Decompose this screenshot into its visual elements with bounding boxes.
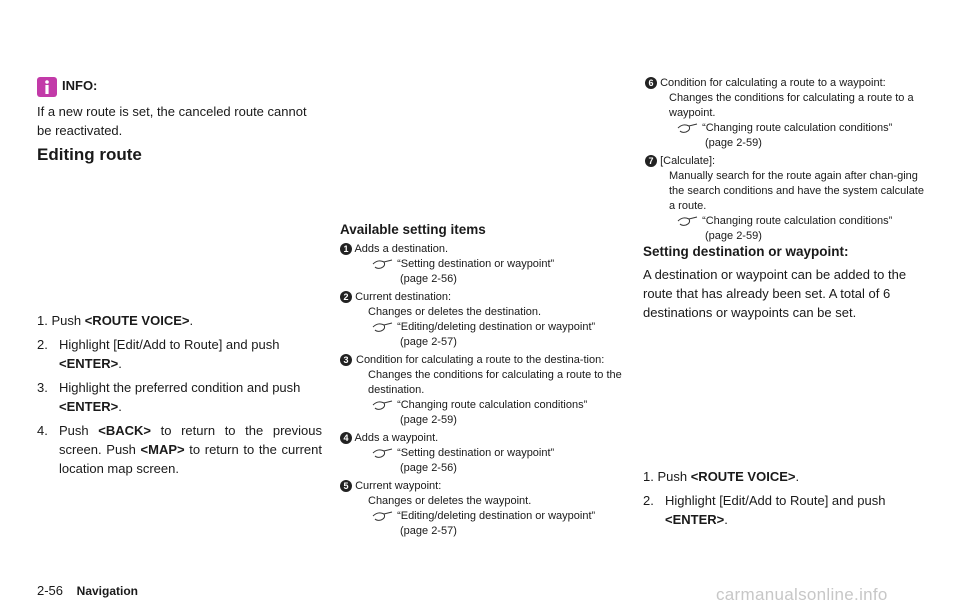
reference-pointer-icon xyxy=(677,215,699,227)
section-name: Navigation xyxy=(76,584,138,598)
reference-pointer-icon xyxy=(372,321,394,333)
reference-pointer-icon xyxy=(372,258,394,270)
setting-item-7: 7 [Calculate]: Manually search for the route again after chan-ging the search conditions and have the system calculate a route. “Changing route calculation conditions” (page 2-59) xyxy=(645,154,925,244)
setting-text: A destination or waypoint can be added to the route that has already been set. A total of 6 destinations or waypoints can be set. xyxy=(643,267,907,320)
info-label: INFO: xyxy=(62,78,98,93)
section-title-setting-destination: Setting destination or waypoint: xyxy=(643,244,849,259)
section-title-editing-route: Editing route xyxy=(37,145,142,164)
setting-item-4: 4 Adds a waypoint. “Setting destination or waypoint” (page 2-56) xyxy=(340,431,625,476)
step-item: 3. Highlight the preferred condition and push <ENTER>. xyxy=(37,380,301,414)
step-item: 2. Highlight [Edit/Add to Route] and push <ENTER>. xyxy=(643,493,886,527)
reference-pointer-icon xyxy=(372,510,394,522)
step-item: 2. Highlight [Edit/Add to Route] and push <ENTER>. xyxy=(37,337,280,371)
number-badge: 2 xyxy=(340,291,352,303)
number-badge: 1 xyxy=(340,243,352,255)
number-badge: 7 xyxy=(645,155,657,167)
number-badge: 4 xyxy=(340,432,352,444)
setting-item-5: 5 Current waypoint: Changes or deletes the waypoint. “Editing/deleting destination or waypoint” (page 2-57) xyxy=(340,479,625,539)
available-items xyxy=(340,242,625,539)
setting-item-1: 1 Adds a destination. “Setting destination or waypoint” (page 2-56) xyxy=(340,242,625,287)
step-item: 4. Push <BACK> to return to the previous screen. Push <MAP> to return to the current location map screen. xyxy=(37,423,322,476)
watermark: carmanualsonline.info xyxy=(716,585,888,604)
page-footer xyxy=(37,583,138,598)
section-title-available: Available setting items xyxy=(340,222,486,237)
page-number: 2-56 xyxy=(37,583,64,598)
available-items-continued xyxy=(645,76,925,244)
number-badge: 3 xyxy=(340,354,352,366)
setting-item-3: 3 Condition for calculating a route to the destina-tion: Changes the conditions for calculating a route to the destination. “Changing route calculation conditions” (page 2-59) xyxy=(340,353,625,428)
step-item: 1. Push <ROUTE VOICE>. xyxy=(643,469,800,484)
step-item: 1. Push <ROUTE VOICE>. xyxy=(37,313,194,328)
right-steps xyxy=(643,467,923,529)
setting-item-2: 2 Current destination: Changes or deletes the destination. “Editing/deleting destination or waypoint” (page 2-57) xyxy=(340,290,625,350)
reference-pointer-icon xyxy=(372,447,394,459)
reference-pointer-icon xyxy=(372,399,394,411)
reference-pointer-icon xyxy=(677,122,699,134)
info-text: If a new route is set, the canceled route cannot be reactivated. xyxy=(37,104,307,138)
info-icon xyxy=(37,77,57,97)
number-badge: 6 xyxy=(645,77,657,89)
setting-item-6: 6 Condition for calculating a route to a waypoint: Changes the conditions for calculating a route to a waypoint. “Changing route calculation conditions” (page 2-59) xyxy=(645,76,925,151)
number-badge: 5 xyxy=(340,480,352,492)
left-steps xyxy=(37,311,322,478)
